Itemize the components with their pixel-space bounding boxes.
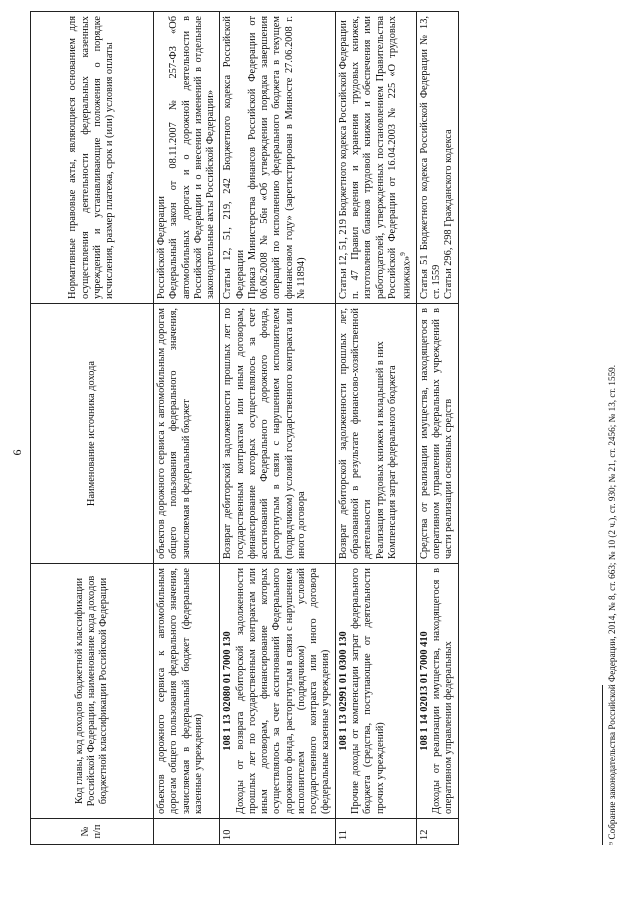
source-text: Средства от реализации имущества, находящегося в оперативном управлении федеральных учреждений в части реализации основных средств (418, 308, 455, 559)
source-text: Возврат дебиторской задолженности прошлых лет по государственным контрактам или иным договорам, финансирование которых осуществлялось за счет ассигнований Федерального дорожного фонда, расторгнутым в связи с нарушением исполнителем (подрядчиком) условий государственного контракта или иного договора (222, 308, 307, 559)
row-code-cell (154, 564, 220, 819)
header-num: № п/п (31, 819, 154, 845)
act-text-with-footnote (350, 16, 414, 299)
code-name: Доходы от возврата дебиторской задолженности прошлых лет по государственным контрактам или иным договорам, финансирование которых осуществлялось за счет ассигнований Федерального дорожного фонда, расторгнутым в связи с нарушением исполнителем (подрядчиком) условий государственного контракта или иного договора (федеральные казенные учреждения) (234, 568, 332, 814)
act-text: Российской Федерации (156, 196, 167, 299)
row-code-cell (416, 564, 458, 819)
act-text: п. 47 Правил ведения и хранения трудовых книжек, изготовления бланков трудовой книжки и обеспечения ими работодателей, утвержденных постановлением Правительства Российской Федерации от 16.04.2003 № 225 «О трудовых книжках» (349, 16, 413, 299)
code-name: объектов дорожного сервиса к автомобильным дорогам общего пользования федерального значения, зачисляемая в федеральный бюджет (федеральные казенные учреждения) (156, 568, 204, 814)
act-text: Статьи 12, 51, 219, 242 Бюджетного кодекса Российской Федерации (222, 16, 246, 299)
row-code-cell (220, 564, 335, 819)
row-number (154, 819, 220, 845)
act-text: Статьи 12, 51, 219 Бюджетного кодекса Российской Федерации (337, 20, 349, 299)
row-source-cell (154, 304, 220, 564)
row-source-cell (220, 304, 335, 564)
act-text: Приказ Министерства финансов Российской Федерации от 06.06.2008 № 56н «Об утверждении порядка завершения операций по исполнению федерального бюджета в текущем финансовом году» (зарегистрирован в Минюсте 27.06.2008 г. № 11894) (246, 16, 307, 299)
page-number: 6 (10, 449, 24, 456)
row-acts-cell (220, 12, 335, 304)
row-code-cell (335, 564, 416, 819)
row-source-cell (335, 304, 416, 564)
header-acts: Нормативные правовые акты, являющиеся основанием для осуществления деятельности федеральных казенных учреждений и устанавливающие положения о порядке исчисления, размер платежа, срок и (или) условия оплаты (31, 12, 154, 304)
row-source-cell (416, 304, 458, 564)
source-text: Возврат дебиторской задолженности прошлых лет, образованной в результате финансово-хозяйственной деятельности (337, 308, 374, 559)
table-row (220, 12, 335, 845)
row-acts-cell (154, 12, 220, 304)
source-text: объектов дорожного сервиса к автомобильным дорогам общего пользования федерального значения, зачисляемая в федеральный бюджет (156, 308, 192, 559)
table-header-row (31, 12, 154, 845)
code-name: Доходы от реализации имущества, находящегося в оперативном управлении федеральных (431, 568, 455, 814)
row-number: 12 (416, 819, 458, 845)
act-text: Статьи 296, 298 Гражданского кодекса (443, 129, 455, 299)
footnote-mark: 9 (399, 252, 408, 256)
source-text: Компенсация затрат федерального бюджета (386, 365, 398, 559)
revenue-code: 108 1 14 02013 01 7000 410 (418, 631, 430, 751)
revenue-code: 108 1 13 02991 01 0300 130 (337, 631, 349, 751)
act-text: Федеральный закон от 08.11.2007 № 257-ФЗ «Об автомобильных дорогах и о дорожной деятельности в Российской Федерации и о внесении изменений в отдельные законодательные акты Российской Федерации» (168, 16, 217, 299)
footnote-divider (602, 685, 603, 845)
revenue-table (30, 11, 459, 845)
act-text: Статья 51 Бюджетного кодекса Российской Федерации № 13, ст. 1559 (418, 16, 443, 299)
table-row (416, 12, 458, 845)
row-number: 10 (220, 819, 335, 845)
row-acts-cell (416, 12, 458, 304)
source-text: Реализация трудовых книжек и вкладышей в них (374, 341, 386, 559)
header-code: Код главы, код доходов бюджетной классификации Российской Федерации, наименование кода доходов бюджетной классификации Российской Федерации (31, 564, 154, 819)
revenue-code: 108 1 13 02080 01 7000 130 (222, 631, 234, 751)
table-row (335, 12, 416, 845)
footnote: ⁹ Собрание законодательства Российской Федерации, 2014, № 8, ст. 663; № 10 (2 ч.), ст. 930; № 21, ст. 2456; № 13, ст. 1559. (607, 364, 617, 845)
table-row (154, 12, 220, 845)
row-acts-cell (335, 12, 416, 304)
header-source: Наименование источника дохода (31, 304, 154, 564)
code-name: Прочие доходы от компенсации затрат федерального бюджета (средства, поступающие от деятельности прочих учреждений) (349, 568, 386, 814)
row-number: 11 (335, 819, 416, 845)
